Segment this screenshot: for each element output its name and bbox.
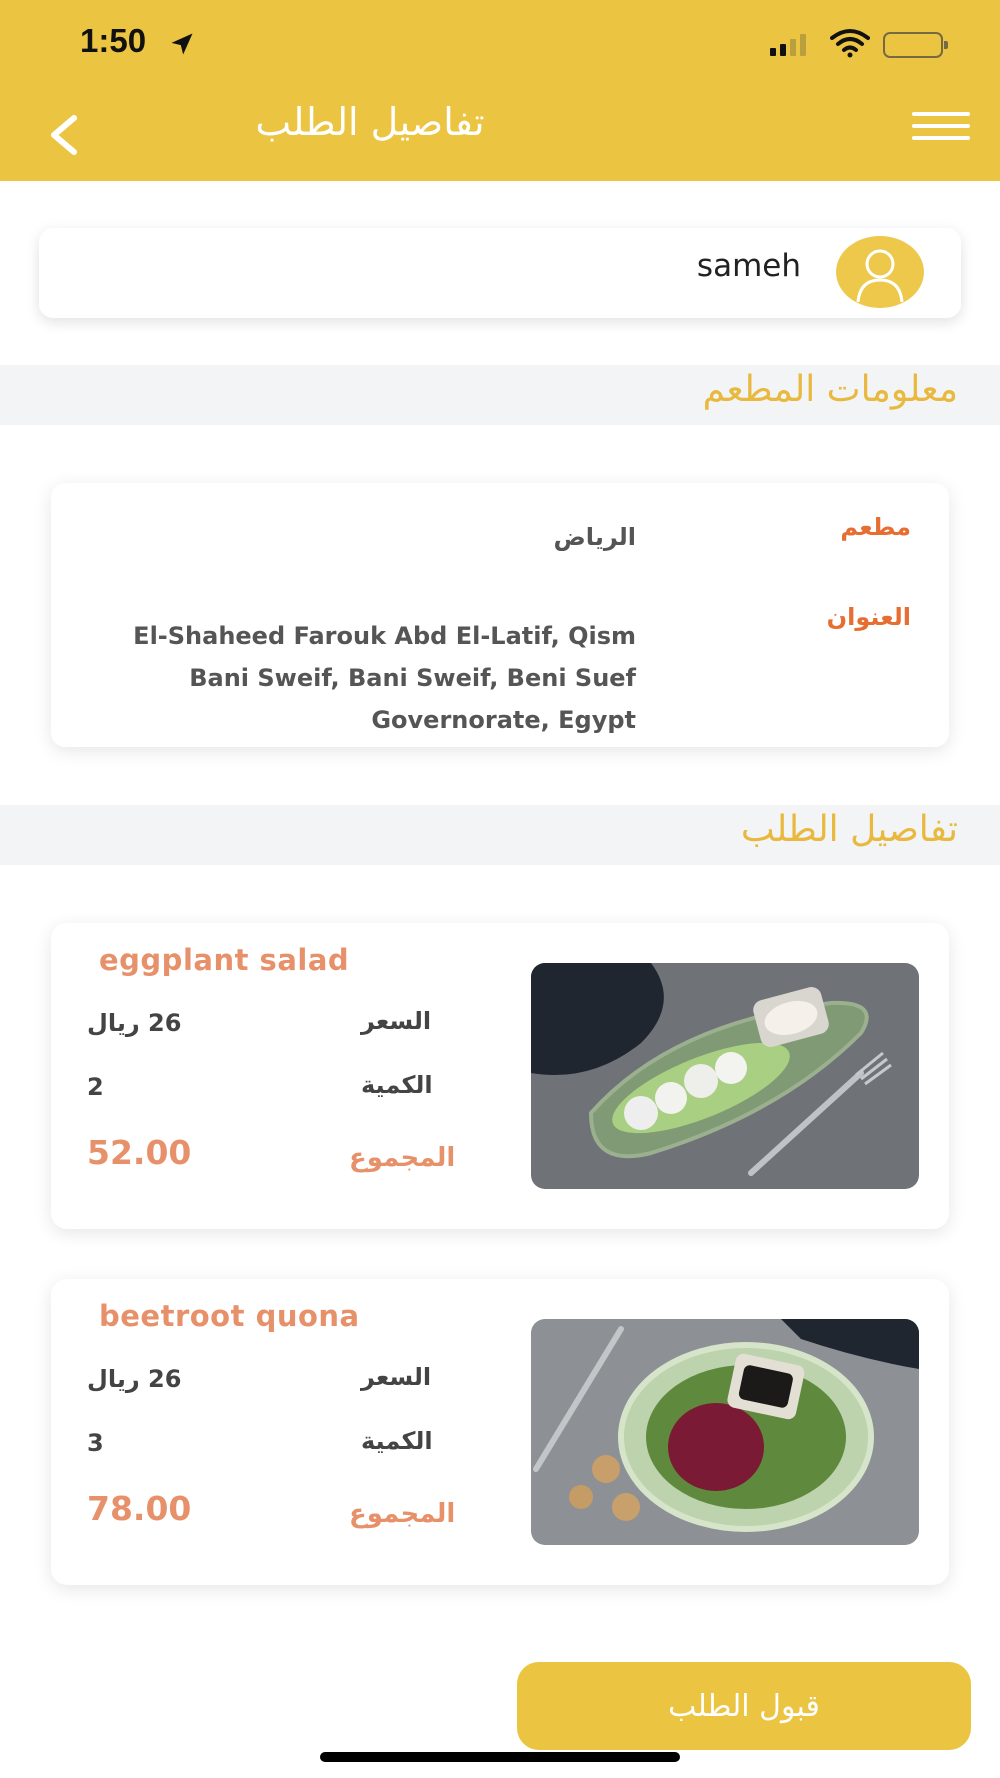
wifi-icon: [830, 28, 870, 58]
eggplant-salad-image: [531, 963, 919, 1189]
price-value: 26 ريال: [87, 1365, 182, 1393]
total-label: المجموع: [349, 1143, 456, 1173]
header-bar: [0, 0, 1000, 181]
restaurant-section-header: [0, 365, 1000, 425]
restaurant-value: الرياض: [553, 523, 636, 551]
total-value: 78.00: [87, 1489, 192, 1528]
restaurant-info-card: [51, 483, 949, 747]
restaurant-label: مطعم: [840, 513, 911, 541]
price-label: السعر: [361, 1363, 432, 1391]
order-item-card: [51, 1279, 949, 1585]
back-chevron-icon[interactable]: [44, 112, 84, 158]
quantity-label: الكمية: [361, 1427, 433, 1455]
item-name: beetroot quona: [99, 1299, 360, 1333]
price-label: السعر: [361, 1007, 432, 1035]
home-indicator: [320, 1752, 680, 1762]
location-arrow-icon: [168, 30, 196, 58]
order-item-card: [51, 923, 949, 1229]
battery-icon: [883, 32, 943, 58]
order-section-header: [0, 805, 1000, 865]
total-value: 52.00: [87, 1133, 192, 1172]
price-value: 26 ريال: [87, 1009, 182, 1037]
item-name: eggplant salad: [99, 943, 350, 977]
quantity-value: 3: [87, 1429, 104, 1457]
order-section-title: تفاصيل الطلب: [740, 809, 958, 850]
user-name: sameh: [696, 248, 801, 284]
user-avatar-icon: [836, 236, 924, 308]
restaurant-section-title: معلومات المطعم: [702, 369, 958, 410]
page-title: تفاصيل الطلب: [255, 100, 485, 144]
accept-order-button[interactable]: قبول الطلب: [517, 1662, 971, 1750]
quantity-label: الكمية: [361, 1071, 433, 1099]
menu-icon[interactable]: [912, 112, 970, 142]
status-time: 1:50: [80, 22, 147, 59]
address-value: El-Shaheed Farouk Abd El-Latif, Qism Bani Sweif, Bani Sweif, Beni Suef Governorate, Egypt: [133, 622, 636, 734]
beetroot-quona-image: [531, 1319, 919, 1545]
user-card: [39, 228, 961, 318]
address-label: العنوان: [826, 603, 911, 631]
signal-icon: [770, 32, 806, 56]
quantity-value: 2: [87, 1073, 104, 1101]
total-label: المجموع: [349, 1499, 456, 1529]
